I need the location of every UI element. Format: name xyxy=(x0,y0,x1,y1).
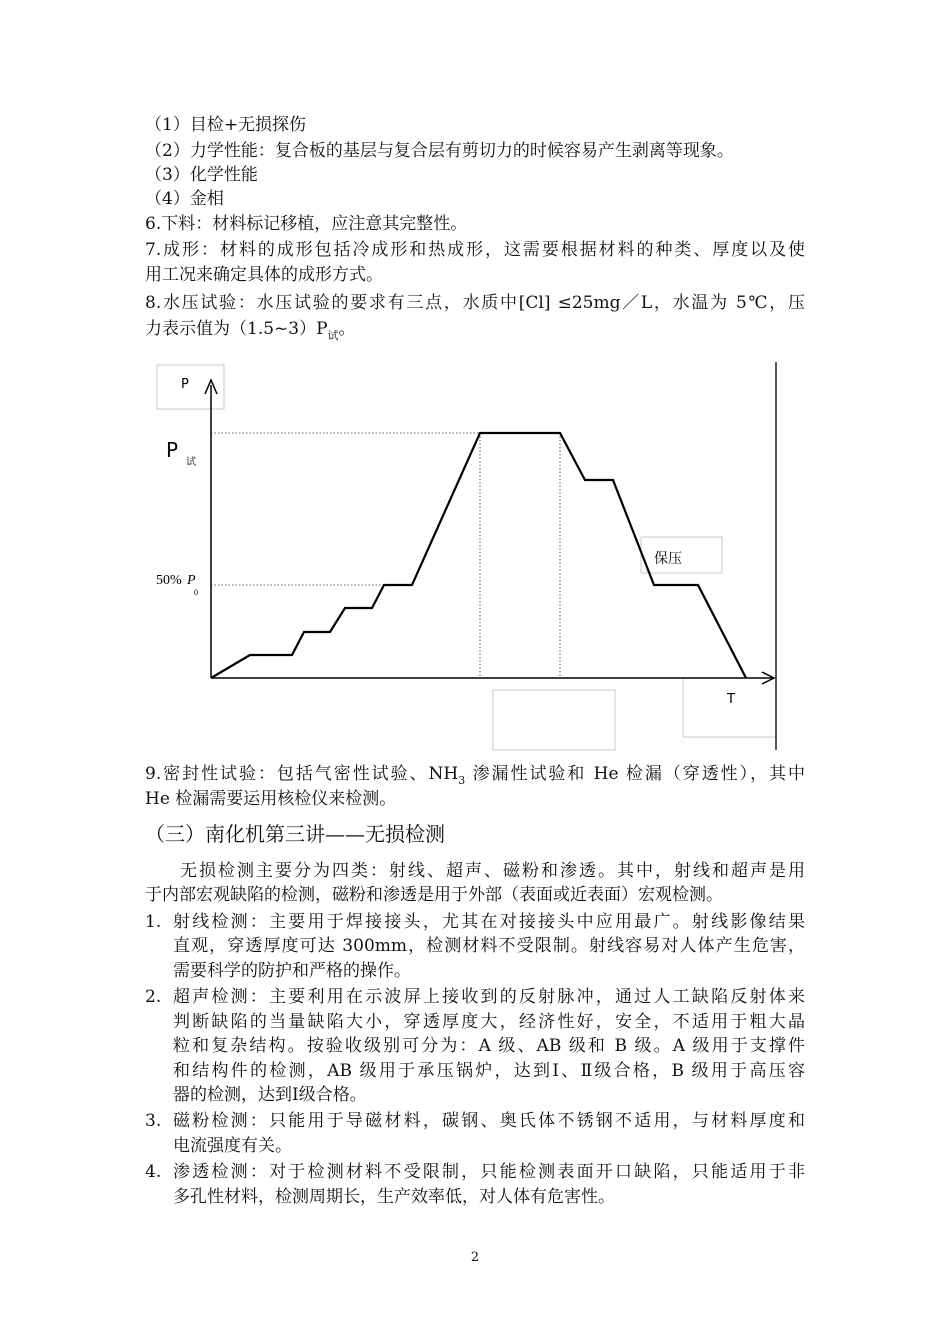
para-8-line-2-text: 力表示值为（1.5~3）P xyxy=(145,319,328,339)
item-3-line-2: 电流强度有关。 xyxy=(173,1136,292,1156)
para-9-line-2: He 检漏需要运用核检仪来检测。 xyxy=(145,789,397,809)
list-line-3: （3）化学性能 xyxy=(145,165,258,185)
item-2-line-4: 和结构件的检测，AB 级用于承压锅炉，达到Ⅰ、Ⅱ级合格，B 级用于高压容 xyxy=(173,1061,805,1081)
item-4-line-2: 多孔性材料，检测周期长，生产效率低，对人体有危害性。 xyxy=(173,1187,615,1207)
p-test-subscript: 试 xyxy=(327,329,339,342)
item-4-number: 4. xyxy=(145,1162,162,1182)
item-3-number: 3. xyxy=(145,1111,162,1131)
item-1-line-3: 需要科学的防护和严格的操作。 xyxy=(173,961,411,981)
para-9-text-b: 渗漏性试验和 He 检漏（穿透性），其中 xyxy=(465,764,805,784)
p-test-label-sub: 试 xyxy=(186,457,196,468)
half-p-label-sub: 0 xyxy=(194,588,198,597)
list-line-1: （1）目检+无损探伤 xyxy=(145,115,307,135)
intro-line-2: 于内部宏观缺陷的检测，磁粉和渗透是用于外部（表面或近表面）宏观检测。 xyxy=(145,885,723,905)
item-1-line-1: 射线检测：主要用于焊接接头，尤其在对接接头中应用最广。射线影像结果 xyxy=(173,912,805,932)
para-8-line-1: 8.水压试验：水压试验的要求有三点，水质中[Cl] ≤25mg／L，水温为 5℃，压 xyxy=(145,293,805,313)
empty-box xyxy=(493,690,615,750)
item-2-line-5: 器的检测，达到Ⅰ级合格。 xyxy=(173,1085,367,1105)
item-2-line-1: 超声检测：主要利用在示波屏上接收到的反射脉冲，通过人工缺陷反射体来 xyxy=(173,987,805,1007)
para-9-text-a: 9.密封性试验：包括气密性试验、NH xyxy=(145,764,459,784)
item-2-number: 2. xyxy=(145,987,162,1007)
para-8-end: 。 xyxy=(338,319,356,339)
item-1-number: 1. xyxy=(145,912,162,932)
item-2-line-2: 判断缺陷的当量缺陷大小，穿透厚度大，经济性好，安全，不适用于粗大晶 xyxy=(173,1012,805,1032)
half-p-label: 50% xyxy=(156,573,182,588)
para-9-line-1 xyxy=(145,763,805,787)
intro-line-1: 无损检测主要分为四类：射线、超声、磁粉和渗透。其中，射线和超声是用 xyxy=(180,861,805,881)
nh3-subscript: 3 xyxy=(458,774,466,787)
list-line-2: （2）力学性能：复合板的基层与复合层有剪切力的时候容易产生剥离等现象。 xyxy=(145,141,734,161)
section-heading: （三）南化机第三讲——无损检测 xyxy=(145,822,445,846)
y-axis-label: P xyxy=(181,377,189,392)
x-axis-label: T xyxy=(727,692,735,707)
para-7-line-2: 用工况来确定具体的成形方式。 xyxy=(145,265,383,285)
para-6: 6.下料：材料标记移植，应注意其完整性。 xyxy=(145,214,468,234)
page-number: 2 xyxy=(470,1250,480,1265)
para-7-line-1: 7.成形：材料的成形包括冷成形和热成形，这需要根据材料的种类、厚度以及使 xyxy=(145,240,805,260)
item-3-line-1: 磁粉检测：只能用于导磁材料，碳钢、奥氏体不锈钢不适用，与材料厚度和 xyxy=(173,1111,805,1131)
hold-pressure-label: 保压 xyxy=(654,551,682,567)
item-2-line-3: 粒和复杂结构。按验收级别可分为：A 级、AB 级和 B 级。A 级用于支撑件 xyxy=(173,1036,805,1056)
item-4-line-1: 渗透检测：对于检测材料不受限制，只能检测表面开口缺陷，只能适用于非 xyxy=(173,1162,805,1182)
item-1-line-2: 直观，穿透厚度可达 300mm，检测材料不受限制。射线容易对人体产生危害， xyxy=(173,936,805,956)
p-test-label: P xyxy=(166,438,179,462)
half-p-label-italic: P xyxy=(187,573,196,588)
list-line-4: （4）金相 xyxy=(145,189,224,209)
x-label-box xyxy=(683,678,776,737)
